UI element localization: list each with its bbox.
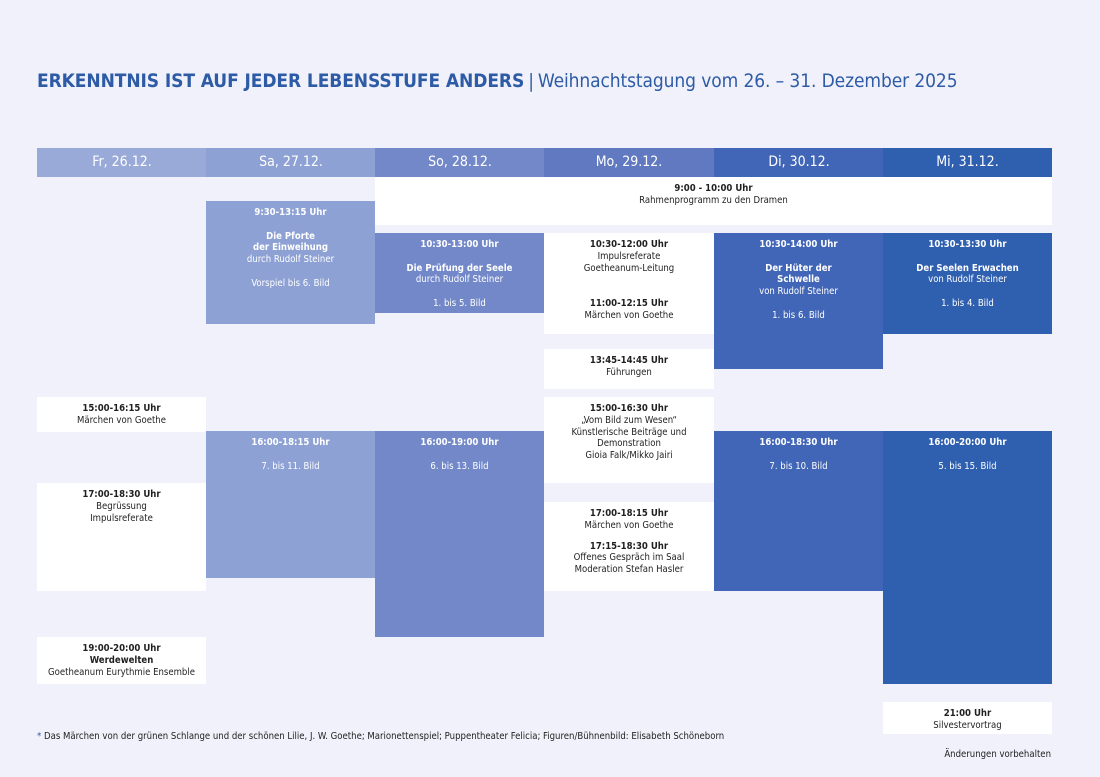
event-time: 16:00-19:00 Uhr <box>420 437 499 448</box>
event-di-afternoon <box>714 431 883 591</box>
event-author: durch Rudolf Steiner <box>415 274 504 286</box>
event-text: Offenes Gespräch im Saal <box>573 552 685 564</box>
event-text: Gioia Falk/Mikko Jairi <box>585 450 673 462</box>
event-text: Begrüssung <box>96 500 147 512</box>
event-time: 16:00-20:00 Uhr <box>928 437 1007 448</box>
event-note: 1. bis 6. Bild <box>772 309 825 321</box>
event-time: 16:00-18:15 Uhr <box>251 437 330 448</box>
page-title <box>37 70 957 92</box>
event-time: 10:30-14:00 Uhr <box>759 239 838 250</box>
event-time: 15:00-16:30 Uhr <box>589 403 669 414</box>
event-mi-morning <box>883 233 1052 334</box>
day-header-mi: Mi, 31.12. <box>883 148 1052 177</box>
event-note: Vorspiel bis 6. Bild <box>251 277 330 289</box>
event-title: Der Seelen Erwachen <box>916 262 1019 274</box>
event-time: 15:00-16:15 Uhr <box>82 403 161 414</box>
footnote <box>37 731 724 742</box>
event-time: 9:00 - 10:00 Uhr <box>674 183 753 194</box>
event-text: Demonstration <box>597 438 661 450</box>
event-note: 1. bis 4. Bild <box>941 297 994 309</box>
event-note: 5. bis 15. Bild <box>938 460 997 472</box>
title-subtitle: Weihnachtstagung vom 26. – 31. Dezember 2025 <box>537 70 958 92</box>
event-text: Märchen von Goethe <box>584 519 674 531</box>
event-time: 17:00-18:30 Uhr <box>82 489 161 500</box>
title-main: ERKENNTNIS IST AUF JEDER LEBENSSTUFE ANDERS <box>37 70 525 92</box>
changes-notice: Änderungen vorbehalten <box>944 749 1051 760</box>
event-di-morning <box>714 233 883 369</box>
event-time: 21:00 Uhr <box>943 708 992 719</box>
day-header-fr: Fr, 26.12. <box>37 148 207 177</box>
event-title: Schwelle <box>777 274 820 286</box>
footnote-text: Das Märchen von der grünen Schlange und der schönen Lilie, J. W. Goethe; Marionettenspiel; Puppentheater Felicia; Figuren/Bühnenbild: Elisabeth Schöneborn <box>44 731 725 742</box>
event-time: 19:00-20:00 Uhr <box>82 643 161 654</box>
event-note: 1. bis 5. Bild <box>433 297 486 309</box>
event-text: Impulsreferate <box>597 250 661 262</box>
event-mo-fuehrungen <box>544 349 714 389</box>
event-time: 16:00-18:30 Uhr <box>759 437 838 448</box>
event-mo-bild <box>544 397 714 483</box>
event-time: 10:30-12:00 Uhr <box>589 239 669 250</box>
event-note: 7. bis 11. Bild <box>261 460 320 472</box>
event-text: Goetheanum Eurythmie Ensemble <box>48 666 195 678</box>
event-text: Märchen von Goethe <box>584 309 674 321</box>
event-time: 17:00-18:15 Uhr <box>589 508 669 519</box>
event-time: 17:15-18:30 Uhr <box>589 540 669 552</box>
event-title: Der Hüter der <box>765 262 832 274</box>
event-text: Goetheanum-Leitung <box>583 262 675 274</box>
event-text: Führungen <box>606 366 652 378</box>
event-sa-afternoon <box>206 431 375 578</box>
event-text: Rahmenprogramm zu den Dramen <box>639 194 788 206</box>
title-separator: | <box>528 70 534 92</box>
event-author: von Rudolf Steiner <box>928 274 1007 286</box>
event-time: 9:30-13:15 Uhr <box>254 207 327 218</box>
event-sa-morning <box>206 201 375 324</box>
event-title: Werdewelten <box>89 654 154 666</box>
day-header-so: So, 28.12. <box>375 148 545 177</box>
event-text: Silvestervortrag <box>933 719 1002 731</box>
event-text: Künstlerische Beiträge und <box>571 426 687 438</box>
event-author: von Rudolf Steiner <box>759 286 838 298</box>
event-text: Moderation Stefan Hasler <box>574 564 684 576</box>
event-time: 10:30-13:00 Uhr <box>420 239 499 250</box>
event-mi-afternoon <box>883 431 1052 684</box>
event-note: 6. bis 13. Bild <box>430 460 489 472</box>
event-rahmenprogramm <box>375 177 1052 225</box>
day-header-di: Di, 30.12. <box>714 148 884 177</box>
event-text: „Vom Bild zum Wesen“ <box>581 414 677 426</box>
event-mi-silvester <box>883 702 1052 734</box>
event-note: 7. bis 10. Bild <box>769 460 828 472</box>
event-time: 10:30-13:30 Uhr <box>928 239 1007 250</box>
event-author: durch Rudolf Steiner <box>246 254 335 266</box>
event-mo-morning <box>544 233 714 334</box>
day-header-mo: Mo, 29.12. <box>544 148 714 177</box>
event-so-morning <box>375 233 544 313</box>
event-so-afternoon <box>375 431 544 637</box>
footnote-marker: * <box>37 731 42 742</box>
event-fr-maerchen <box>37 397 206 432</box>
event-time: 13:45-14:45 Uhr <box>589 355 669 366</box>
event-fr-begruessung <box>37 483 206 591</box>
event-time: 11:00-12:15 Uhr <box>589 297 669 309</box>
event-text: Märchen von Goethe <box>77 414 166 426</box>
event-title: Die Pforte <box>266 230 315 242</box>
event-title: der Einweihung <box>253 242 328 254</box>
event-mo-evening <box>544 502 714 591</box>
event-fr-werdewelten <box>37 637 206 684</box>
event-text: Impulsreferate <box>90 512 153 524</box>
day-header-sa: Sa, 27.12. <box>206 148 376 177</box>
event-title: Die Prüfung der Seele <box>406 262 513 274</box>
